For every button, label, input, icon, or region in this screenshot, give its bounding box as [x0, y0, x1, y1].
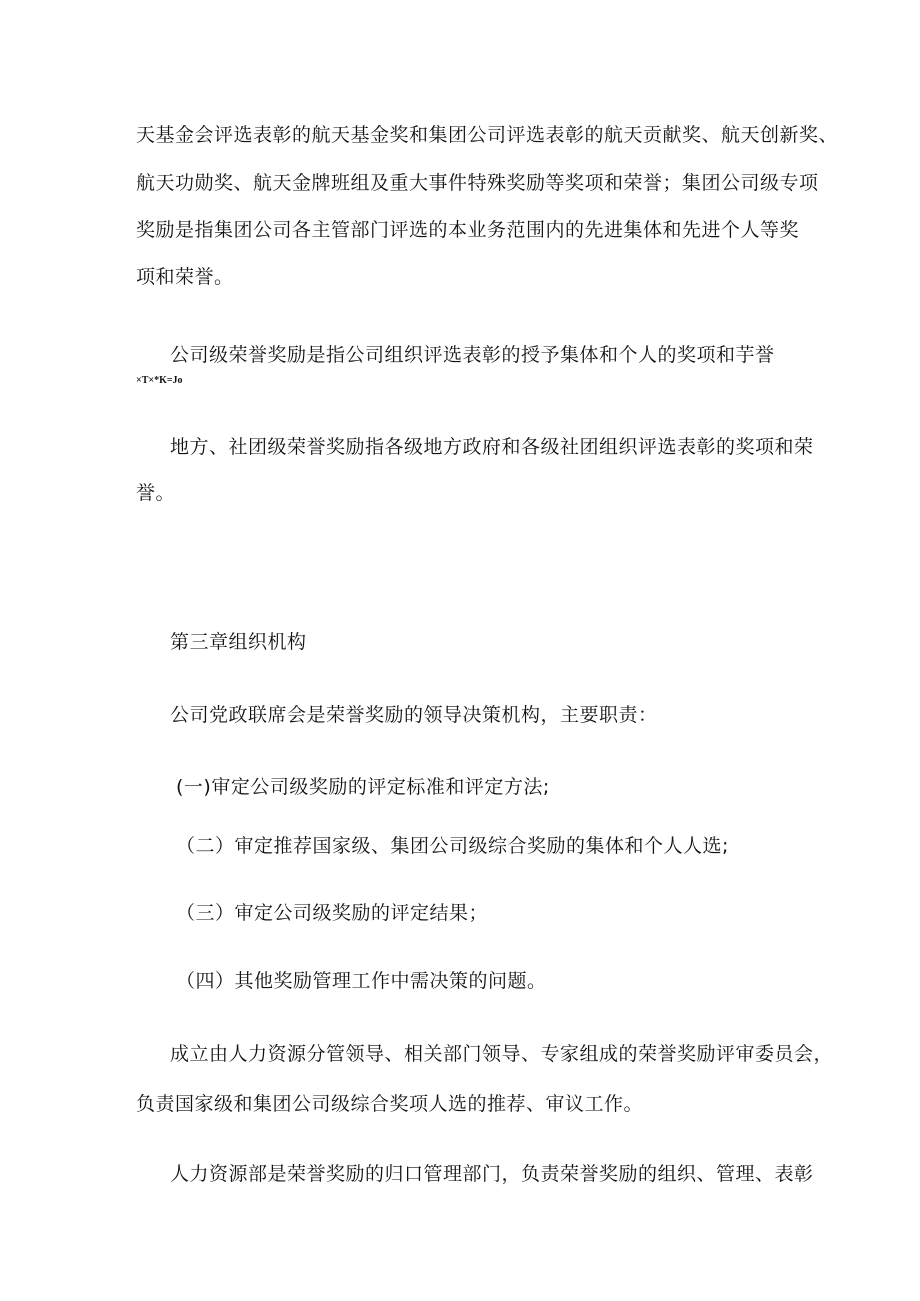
duty-item-2: （二）审定推荐国家级、集团公司级综合奖励的集体和个人人选; — [176, 835, 729, 857]
duty-item-1: (一)审定公司级奖励的评定标准和评定方法; — [176, 776, 550, 798]
duty-item-4: （四）其他奖励管理工作中需决策的问题。 — [176, 970, 547, 992]
para1-line-4: 项和荣誉。 — [136, 266, 234, 288]
para1-line-3: 奖励是指集团公司各主管部门评选的本业务范围内的先进集体和先进个人等奖 — [136, 219, 800, 241]
para4-line: 公司党政联席会是荣誉奖励的领导决策机构，主要职责： — [170, 704, 658, 726]
chapter-heading: 第三章组织机构 — [170, 631, 307, 653]
para5-line-2: 负责国家级和集团公司级综合奖项人选的推荐、审议工作。 — [136, 1093, 644, 1115]
para5-line-1: 成立由人力资源分管领导、相关部门领导、专家组成的荣誉奖励评审委员会， — [170, 1043, 834, 1065]
para3-line-2: 誉。 — [136, 482, 176, 504]
para1-line-2: 航天功勋奖、航天金牌班组及重大事件特殊奖励等奖项和荣誉；集团公司级专项 — [136, 172, 819, 194]
para1-line-1: 天基金会评选表彰的航天基金奖和集团公司评选表彰的航天贡献奖、航天创新奖、 — [136, 124, 839, 146]
para2-artifact-text: ×T×*K=Jo — [136, 375, 183, 386]
para3-line-1: 地方、社团级荣誉奖励指各级地方政府和各级社团组织评选表彰的奖项和荣 — [170, 436, 814, 458]
para2-line: 公司级荣誉奖励是指公司组织评选表彰的授予集体和个人的奖项和芋誉 — [170, 344, 775, 366]
duty-item-3: （三）审定公司级奖励的评定结果； — [176, 902, 489, 924]
para6-line: 人力资源部是荣誉奖励的归口管理部门，负责荣誉奖励的组织、管理、表彰 — [170, 1163, 814, 1185]
